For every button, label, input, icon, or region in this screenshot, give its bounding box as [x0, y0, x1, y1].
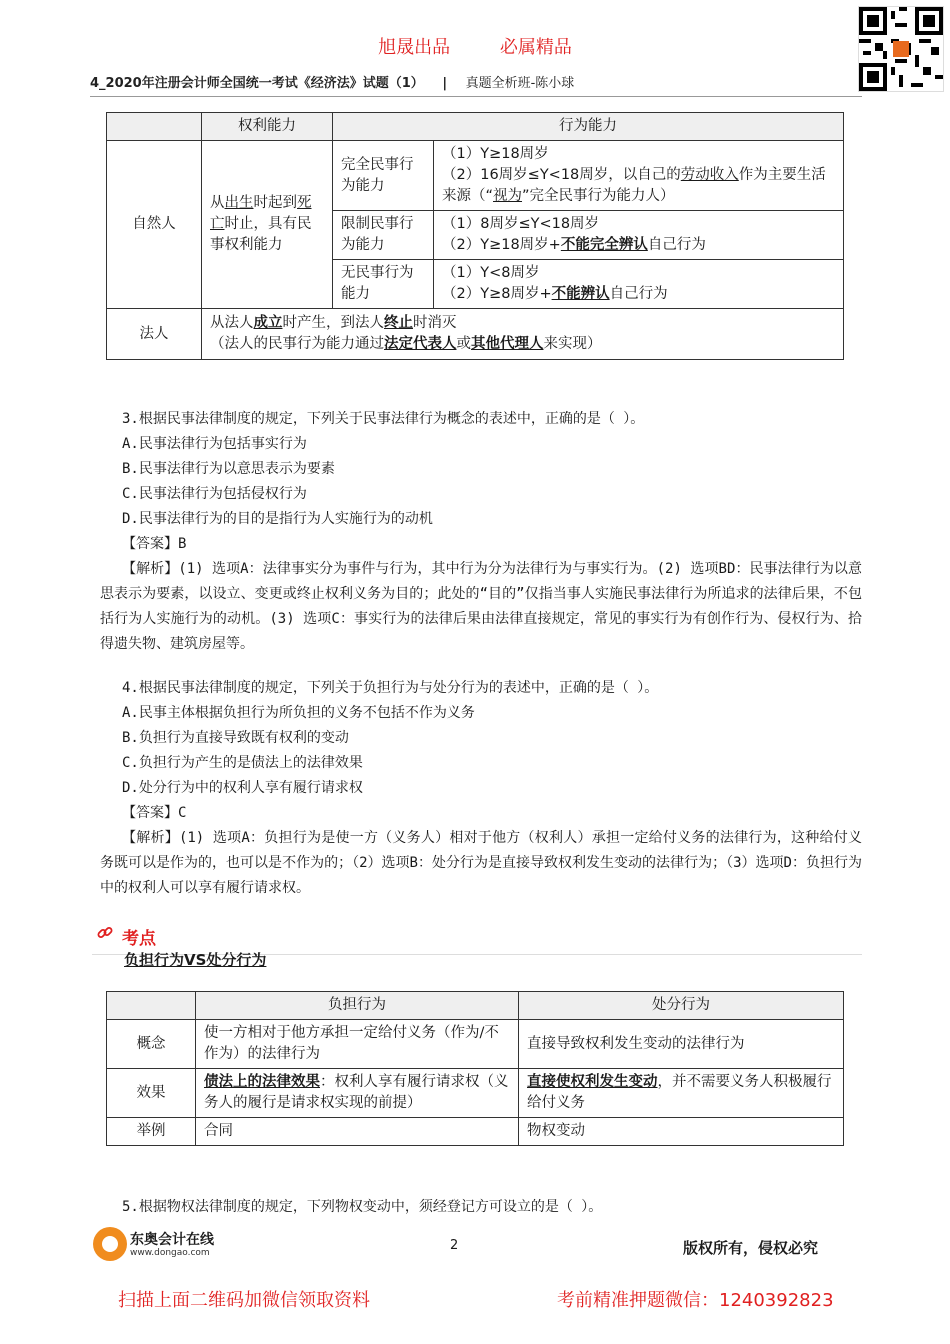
document-subtitle: 真题全析班-陈小球: [465, 76, 575, 91]
kaodian-subtitle: 负担行为VS处分行为: [124, 951, 267, 969]
question-4-option-b: B.负担行为直接导致既有权利的变动: [122, 730, 349, 746]
full-capacity-label: 完全民事行为能力: [333, 141, 434, 211]
copyright-notice: 版权所有，侵权必究: [683, 1239, 819, 1257]
natural-person-capacity: 从出生时起到死亡时止，具有民事权利能力: [202, 141, 333, 309]
question-3-option-a: A.民事法律行为包括事实行为: [122, 436, 307, 452]
concept-burden: 使一方相对于他方承担一定给付义务（作为/不作为）的法律行为: [196, 1020, 519, 1069]
concept-label: 概念: [107, 1020, 196, 1069]
question-3-analysis: 【解析】(1) 选项A：法律事实分为事件与行为，其中行为分为法律行为与事实行为。(2) 选项BD：民事法律行为以意思表示为要素，以设立、变更或终止权利义务为目的；此处的“目的”仅指当事人实施民事法律行为所追求的法律后果，不包括行为人实施行为的动机。(3) 选项C：事实行为的法律后果由法律直接规定，常见的事实行为有创作行为、侵权行为、拾得遗失物、建筑房屋等。: [100, 561, 862, 652]
header-divider: [90, 96, 862, 97]
table2-header-disposal: 处分行为: [519, 992, 844, 1020]
example-burden: 合同: [196, 1118, 519, 1146]
logo-url: www.dongao.com: [130, 1248, 210, 1258]
burden-disposal-table: [106, 991, 844, 1146]
page-number: 2: [450, 1238, 459, 1253]
watermark-top: [0, 33, 950, 59]
promo-right: 考前精准押题微信：1240392823: [557, 1290, 834, 1311]
logo-text: 东奥会计在线: [130, 1232, 214, 1248]
header-separator: |: [442, 76, 448, 91]
effect-disposal: 直接使权利发生变动，并不需要义务人积极履行给付义务: [519, 1069, 844, 1118]
document-header: [90, 72, 574, 91]
question-3-answer: 【答案】B: [122, 536, 187, 552]
document-title: 4_2020年注册会计师全国统一考试《经济法》试题（1）: [90, 76, 424, 91]
question-4-option-a: A.民事主体根据负担行为所负担的义务不包括不作为义务: [122, 705, 475, 721]
link-icon: [96, 924, 114, 947]
concept-disposal: 直接导致权利发生变动的法律行为: [519, 1020, 844, 1069]
dongao-logo-icon: [93, 1227, 127, 1261]
table-header-capacity: 权利能力: [202, 113, 333, 141]
table-header-act: 行为能力: [333, 113, 844, 141]
effect-burden: 债法上的法律效果：权利人享有履行请求权（义务人的履行是请求权实现的前提）: [196, 1069, 519, 1118]
watermark-left: 旭晟出品: [378, 37, 451, 58]
question-3-stem: 3.根据民事法律制度的规定，下列关于民事法律行为概念的表述中，正确的是（ ）。: [122, 411, 645, 427]
table2-header-burden: 负担行为: [196, 992, 519, 1020]
promo-left: 扫描上面二维码加微信领取资料: [118, 1290, 370, 1311]
qr-code-icon: [858, 6, 944, 92]
no-capacity-rules: （1）Y<8周岁 （2）Y≥8周岁+不能辨认自己行为: [434, 260, 844, 309]
no-capacity-label: 无民事行为能力: [333, 260, 434, 309]
table-header-blank: [107, 113, 202, 141]
capacity-table: [106, 112, 844, 360]
legal-person-label: 法人: [107, 309, 202, 360]
question-4-option-c: C.负担行为产生的是债法上的法律效果: [122, 755, 363, 771]
legal-person-capacity: 从法人成立时产生，到法人终止时消灭 （法人的民事行为能力通过法定代表人或其他代理人来实现）: [202, 309, 844, 360]
watermark-right: 必属精品: [499, 37, 572, 58]
question-3-option-c: C.民事法律行为包括侵权行为: [122, 486, 307, 502]
full-capacity-rules: （1）Y≥18周岁 （2）16周岁≤Y<18周岁，以自己的劳动收入作为主要生活来源（“视为”完全民事行为能力人）: [434, 141, 844, 211]
question-4-stem: 4.根据民事法律制度的规定，下列关于负担行为与处分行为的表述中，正确的是（ ）。: [122, 680, 659, 696]
limited-capacity-label: 限制民事行为能力: [333, 211, 434, 260]
question-5-stem: 5.根据物权法律制度的规定，下列物权变动中，须经登记方可设立的是（ ）。: [122, 1199, 603, 1215]
question-3-option-d: D.民事法律行为的目的是指行为人实施行为的动机: [122, 511, 433, 527]
example-disposal: 物权变动: [519, 1118, 844, 1146]
kaodian-title: 考点: [122, 929, 156, 949]
table2-header-blank: [107, 992, 196, 1020]
example-label: 举例: [107, 1118, 196, 1146]
question-4-analysis: 【解析】(1) 选项A：负担行为是使一方（义务人）相对于他方（权利人）承担一定给付义务的法律行为，这种给付义务既可以是作为的，也可以是不作为的；（2）选项B：处分行为是直接导致权利发生变动的法律行为；（3）选项D：负担行为中的权利人可以享有履行请求权。: [100, 830, 862, 896]
effect-label: 效果: [107, 1069, 196, 1118]
question-4-answer: 【答案】C: [122, 805, 187, 821]
natural-person-label: 自然人: [107, 141, 202, 309]
question-4-option-d: D.处分行为中的权利人享有履行请求权: [122, 780, 363, 796]
limited-capacity-rules: （1）8周岁≤Y<18周岁 （2）Y≥18周岁+不能完全辨认自己行为: [434, 211, 844, 260]
question-3-option-b: B.民事法律行为以意思表示为要素: [122, 461, 335, 477]
